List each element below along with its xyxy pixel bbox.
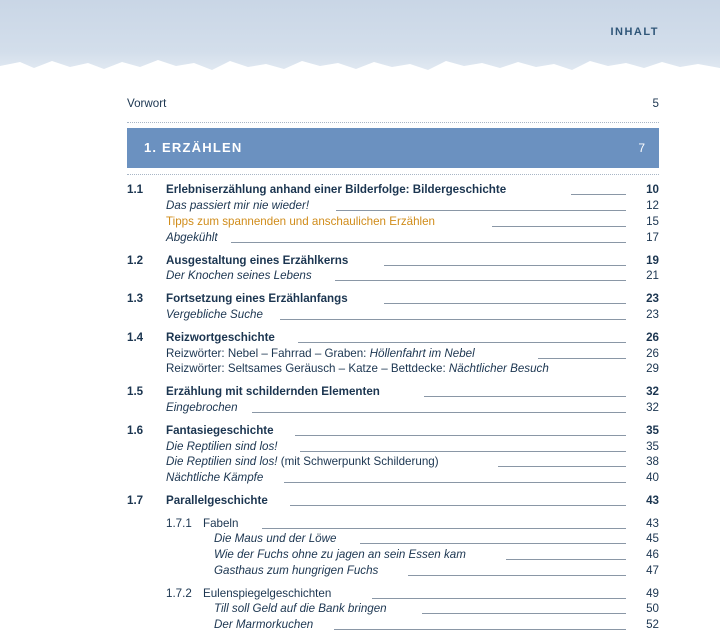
section-page: 32 — [646, 385, 659, 398]
section-page: 19 — [646, 254, 659, 267]
item-title: Der Marmorkuchen — [214, 618, 314, 631]
item-page: 35 — [646, 440, 659, 453]
item-title: Das passiert mir nie wieder! — [166, 199, 310, 212]
leader-line — [571, 194, 626, 195]
item-page: 23 — [646, 308, 659, 321]
vorwort-page: 5 — [652, 97, 659, 110]
item-page: 29 — [646, 362, 659, 375]
toc-section-1-6[interactable] — [0, 424, 720, 440]
item-title — [166, 455, 439, 468]
leader-line — [335, 280, 626, 281]
toc-item[interactable] — [0, 269, 720, 285]
leader-line — [231, 242, 626, 243]
item-story: Nächtlicher Besuch — [448, 362, 549, 375]
chapter-title: 1. ERZÄHLEN — [144, 140, 243, 155]
item-title: Die Maus und der Löwe — [214, 532, 337, 545]
leader-line — [360, 543, 626, 544]
section-title: Erlebniserzählung anhand einer Bilderfolge: Bildergeschichte — [166, 183, 507, 196]
toc-item[interactable] — [0, 215, 720, 231]
subsection-title: Fabeln — [203, 517, 239, 530]
toc-item[interactable] — [0, 548, 720, 564]
item-page: 21 — [646, 269, 659, 282]
toc-section-1-5[interactable] — [0, 385, 720, 401]
leader-line — [538, 358, 626, 359]
section-number: 1.6 — [127, 424, 144, 437]
toc-item[interactable] — [0, 471, 720, 487]
item-page: 52 — [646, 618, 659, 631]
item-page: 32 — [646, 401, 659, 414]
toc-item[interactable] — [0, 440, 720, 456]
section-number: 1.1 — [127, 183, 144, 196]
divider — [127, 174, 659, 175]
chapter-page: 7 — [638, 141, 645, 155]
leader-line — [300, 451, 626, 452]
item-page: 47 — [646, 564, 659, 577]
item-title: Eingebrochen — [166, 401, 238, 414]
item-title: Die Reptilien sind los! — [166, 440, 278, 453]
chapter-bar[interactable] — [127, 128, 659, 168]
item-title: Vergebliche Suche — [166, 308, 263, 321]
section-number: 1.3 — [127, 292, 144, 305]
subsection-page: 43 — [646, 517, 659, 530]
item-title: Wie der Fuchs ohne zu jagen an sein Essen kam — [214, 548, 466, 561]
subsection-number: 1.7.1 — [166, 517, 192, 530]
leader-line — [506, 559, 626, 560]
item-title — [166, 362, 549, 375]
toc-item[interactable] — [0, 564, 720, 580]
toc-item[interactable] — [0, 347, 720, 363]
section-number: 1.4 — [127, 331, 144, 344]
section-page: 35 — [646, 424, 659, 437]
toc-entry-vorwort[interactable] — [0, 97, 720, 113]
item-title: Till soll Geld auf die Bank bringen — [214, 602, 387, 615]
toc-item[interactable] — [0, 199, 720, 215]
leader-line — [422, 613, 626, 614]
leader-line — [280, 319, 626, 320]
section-title: Fantasiegeschichte — [166, 424, 274, 437]
toc-section-1-3[interactable] — [0, 292, 720, 308]
torn-paper-edge — [0, 52, 720, 78]
item-page: 50 — [646, 602, 659, 615]
header-label: INHALT — [610, 26, 659, 38]
item-page: 26 — [646, 347, 659, 360]
section-page: 26 — [646, 331, 659, 344]
toc-subsection-1-7-1[interactable] — [0, 517, 720, 533]
toc-section-1-2[interactable] — [0, 254, 720, 270]
item-title — [166, 347, 475, 360]
subsection-page: 49 — [646, 587, 659, 600]
leader-line — [298, 342, 626, 343]
toc-item[interactable] — [0, 362, 720, 378]
leader-line — [424, 396, 626, 397]
item-story: Höllenfahrt im Nebel — [369, 347, 475, 360]
item-page: 12 — [646, 199, 659, 212]
section-number: 1.7 — [127, 494, 144, 507]
toc-section-1-4[interactable] — [0, 331, 720, 347]
leader-line — [262, 528, 626, 529]
item-prefix: Reizwörter: Nebel – Fahrrad – Graben: — [166, 347, 370, 360]
leader-line — [384, 265, 626, 266]
section-number: 1.5 — [127, 385, 144, 398]
item-suffix: (mit Schwerpunkt Schilderung) — [277, 455, 439, 468]
divider — [127, 122, 659, 123]
toc-section-1-1[interactable] — [0, 183, 720, 199]
section-title: Erzählung mit schildernden Elementen — [166, 385, 380, 398]
item-page: 40 — [646, 471, 659, 484]
item-title-highlight: Tipps zum spannenden und anschaulichen Erzählen — [166, 215, 435, 228]
leader-line — [252, 412, 626, 413]
leader-line — [336, 210, 626, 211]
item-title: Abgekühlt — [166, 231, 218, 244]
toc-item[interactable] — [0, 618, 720, 634]
leader-line — [372, 598, 626, 599]
toc-section-1-7[interactable] — [0, 494, 720, 510]
item-page: 15 — [646, 215, 659, 228]
section-title: Reizwortgeschichte — [166, 331, 275, 344]
section-page: 23 — [646, 292, 659, 305]
section-page: 43 — [646, 494, 659, 507]
item-page: 17 — [646, 231, 659, 244]
leader-line — [295, 435, 626, 436]
item-title: Nächtliche Kämpfe — [166, 471, 264, 484]
item-page: 38 — [646, 455, 659, 468]
toc-subsection-1-7-2[interactable] — [0, 587, 720, 603]
toc-item[interactable] — [0, 401, 720, 417]
section-page: 10 — [646, 183, 659, 196]
leader-line — [408, 575, 626, 576]
subsection-title: Eulenspiegelgeschichten — [203, 587, 332, 600]
leader-line — [498, 466, 626, 467]
item-page: 46 — [646, 548, 659, 561]
section-title: Parallelgeschichte — [166, 494, 268, 507]
leader-line — [334, 629, 626, 630]
item-story: Die Reptilien sind los! — [166, 455, 278, 468]
item-page: 45 — [646, 532, 659, 545]
leader-line — [384, 303, 626, 304]
leader-line — [290, 505, 626, 506]
toc-item[interactable] — [0, 455, 720, 471]
subsection-number: 1.7.2 — [166, 587, 192, 600]
vorwort-title: Vorwort — [127, 97, 167, 110]
item-title: Gasthaus zum hungrigen Fuchs — [214, 564, 379, 577]
item-prefix: Reizwörter: Seltsames Geräusch – Katze – Bettdecke: — [166, 362, 449, 375]
leader-line — [284, 482, 626, 483]
section-title: Fortsetzung eines Erzählanfangs — [166, 292, 348, 305]
toc-item[interactable] — [0, 602, 720, 618]
leader-line — [492, 226, 626, 227]
toc-item[interactable] — [0, 532, 720, 548]
section-title: Ausgestaltung eines Erzählkerns — [166, 254, 349, 267]
item-title: Der Knochen seines Lebens — [166, 269, 312, 282]
toc-item[interactable] — [0, 231, 720, 247]
section-number: 1.2 — [127, 254, 144, 267]
toc-item[interactable] — [0, 308, 720, 324]
